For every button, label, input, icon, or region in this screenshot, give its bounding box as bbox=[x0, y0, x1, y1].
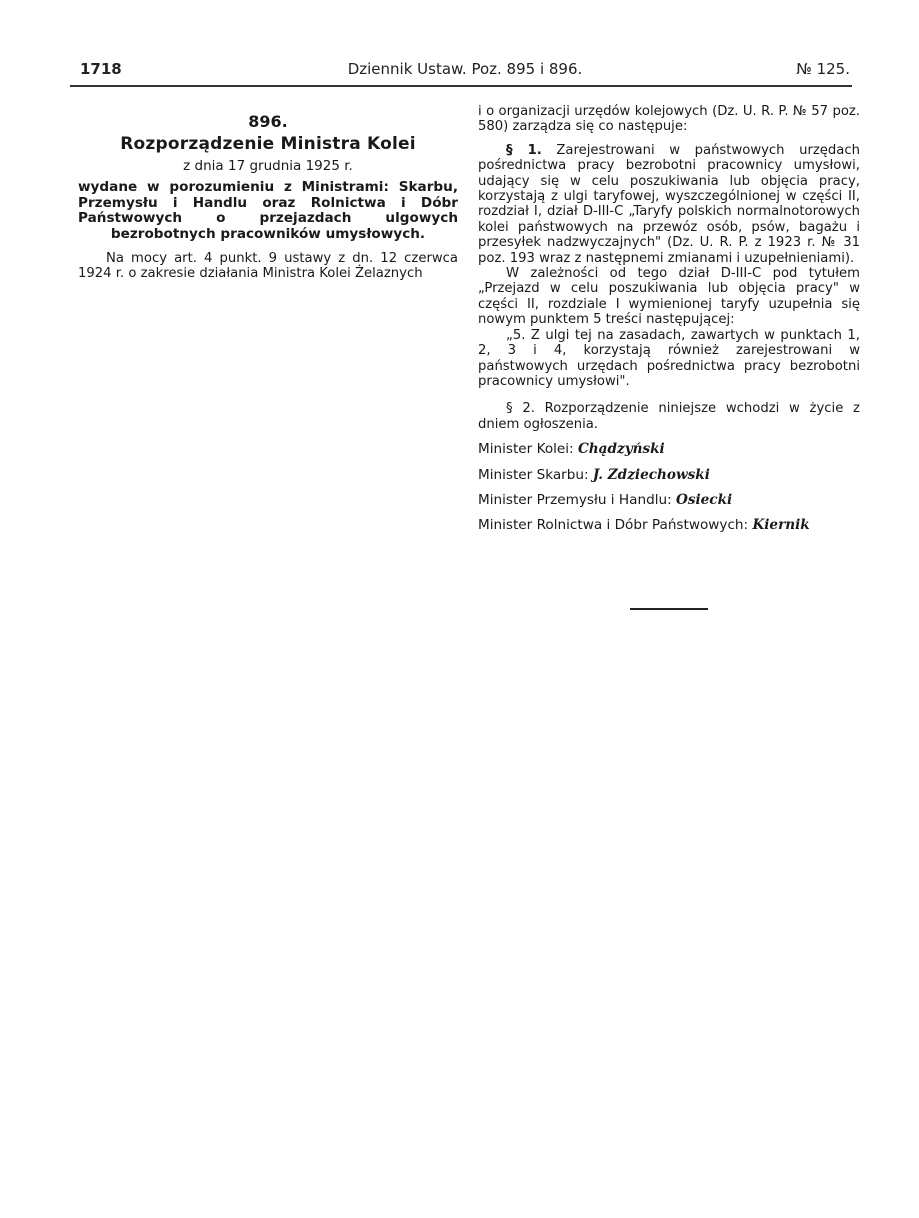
preamble-right: i o organizacji urzędów kolejowych (Dz. U. R. P. № 57 poz. 580) zarządza się co następuje: bbox=[478, 104, 860, 135]
signature-2 bbox=[478, 468, 860, 483]
signature-1 bbox=[478, 442, 860, 457]
left-column bbox=[78, 104, 458, 281]
section-1-quote: „5. Z ulgi tej na zasadach, zawartych w punktach 1, 2, 3 i 4, korzystają również zarejestrowani w państwowych urzędach pośrednictwa pracy bezrobotni pracownicy umysłowi". bbox=[478, 327, 860, 389]
act-subtitle: wydane w porozumieniu z Ministrami: Skarbu, Przemysłu i Handlu oraz Rolnictwa i Dóbr Państwowych o przejazdach ulgowych bezrobotnych pracowników umysłowych. bbox=[78, 179, 458, 242]
page-number: 1718 bbox=[80, 60, 122, 78]
issue-number: № 125. bbox=[796, 60, 850, 78]
signature-name: Kiernik bbox=[752, 517, 810, 534]
act-date: z dnia 17 grudnia 1925 r. bbox=[183, 157, 353, 174]
end-divider bbox=[630, 608, 708, 610]
section-1 bbox=[478, 143, 860, 266]
signature-name: J. Zdziechowski bbox=[592, 466, 710, 483]
signature-role: Minister Skarbu: bbox=[478, 466, 589, 483]
page-header bbox=[80, 60, 850, 82]
signature-role: Minister Kolei: bbox=[478, 441, 574, 458]
signature-name: Osiecki bbox=[676, 491, 733, 508]
signature-name: Chądzyński bbox=[577, 441, 665, 458]
section-2-label: § 2. bbox=[506, 401, 535, 417]
section-1-text: Zarejestrowani w państwowych urzędach pośrednictwa pracy bezrobotni pracownicy umysłowi, udający się w celu poszukiwania lub objęcia pracy, korzystają z ulgi taryfowej, wyszczególnionej w części II, rozdział I, dział D-III-C „Taryfy polskich normalnotorowych kolei państwowych na przewóz osób, psów, bagażu i przesyłek nadzwyczajnych" (Dz. U. R. P. z 1923 r. № 31 poz. 193 wraz z następnemi zmianami i uzupełnieniami). bbox=[478, 142, 860, 266]
section-2 bbox=[478, 401, 860, 432]
section-1-label: § 1. bbox=[506, 142, 542, 158]
act-number: 896. bbox=[248, 112, 288, 131]
act-title: Rozporządzenie Ministra Kolei bbox=[120, 134, 416, 155]
signature-role: Minister Przemysłu i Handlu: bbox=[478, 491, 672, 508]
journal-title: Dziennik Ustaw. Poz. 895 i 896. bbox=[347, 60, 583, 78]
section-1-paragraph-2: W zależności od tego dział D-III-C pod tytułem „Przejazd w celu poszukiwania lub objęcia pracy" w części II, rozdziale I wymienionej taryfy uzupełnia się nowym punktem 5 treści następującej: bbox=[478, 266, 860, 328]
right-column bbox=[478, 104, 860, 534]
preamble-left: Na mocy art. 4 punkt. 9 ustawy z dn. 12 czerwca 1924 r. o zakresie działania Ministra Kolei Żelaznych bbox=[78, 250, 458, 281]
header-divider bbox=[70, 85, 852, 87]
section-2-text: Rozporządzenie niniejsze wchodzi w życie z dniem ogłoszenia. bbox=[478, 401, 860, 432]
signature-role: Minister Rolnictwa i Dóbr Państwowych: bbox=[478, 517, 749, 534]
signature-4 bbox=[478, 518, 860, 533]
signature-3 bbox=[478, 493, 860, 508]
